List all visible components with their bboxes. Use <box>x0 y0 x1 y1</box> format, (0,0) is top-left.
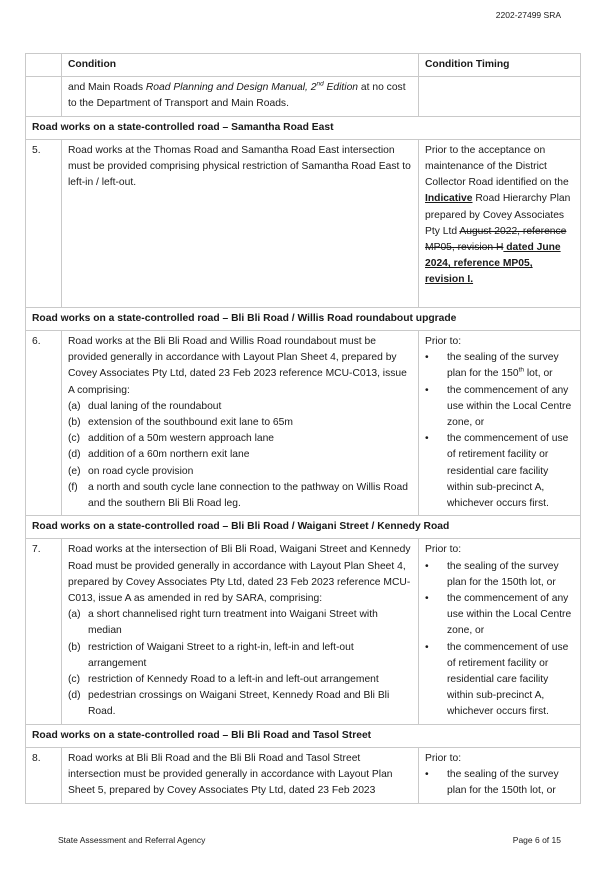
list-item: (d) pedestrian crossings on Waigani Street, Kennedy Road and Bli Bli Road. <box>68 690 390 718</box>
table-row-condition-5 <box>26 139 581 307</box>
table-row-continuation <box>26 77 581 116</box>
list-item: (c) addition of a 50m western approach lane <box>68 433 275 445</box>
list-item: (d) addition of a 60m northern exit lane <box>68 449 250 461</box>
footer-agency: State Assessment and Referral Agency <box>58 835 206 845</box>
condition-item-list <box>68 399 412 512</box>
condition-text: Road works at Bli Bli Road and the Bli Bli Road and Tasol Street intersection must be provided generally in accordance with Layout Plan Sheet 5, prepared by Covey Associates Pty Ltd, dated 23 Feb 2023 <box>62 747 419 803</box>
timing-intro: Prior to: <box>425 752 462 764</box>
timing-list <box>425 350 574 512</box>
section-header-willis-road: Road works on a state-controlled road – Bli Bli Road / Willis Road roundabout upgrade <box>26 307 581 330</box>
list-item: • the commencement of any use within the Local Centre zone, or <box>425 593 572 637</box>
table-row-condition-6 <box>26 331 581 516</box>
list-item: • the commencement of any use within the Local Centre zone, or <box>425 384 572 429</box>
header-condition: Condition <box>62 54 419 77</box>
condition-timing <box>419 331 581 516</box>
condition-text <box>62 331 419 516</box>
condition-intro: Road works at the Bli Bli Road and Willis Road roundabout must be provided generally in accordance with Layout Plan Sheet 4, prepared by Covey Associates Pty Ltd, dated 23 Feb 2023 reference MCU-C013, issue A comprising: <box>68 336 407 396</box>
list-item: • the commencement of use of retirement facility or residential care facility within sub-precinct A, whichever occurs first. <box>425 641 569 718</box>
timing-list <box>425 767 574 799</box>
list-item: • the commencement of use of retirement facility or residential care facility within sub-precinct A, whichever occurs first. <box>425 433 569 510</box>
continuation-condition-text: and Main Roads Road Planning and Design Manual, 2nd Edition at no cost to the Department of Transport and Main Roads. <box>62 77 419 116</box>
list-item: (a) dual laning of the roundabout <box>68 400 222 412</box>
footer-page-number: Page 6 of 15 <box>512 835 561 845</box>
condition-timing <box>419 539 581 724</box>
list-item: • the sealing of the survey plan for the 150th lot, or <box>425 352 559 380</box>
continuation-number-cell <box>26 77 62 116</box>
condition-timing <box>419 747 581 803</box>
section-header-waigani-street: Road works on a state-controlled road – Bli Bli Road / Waigani Street / Kennedy Road <box>26 516 581 539</box>
section-header-samantha-road: Road works on a state-controlled road – Samantha Road East <box>26 116 581 139</box>
list-item: (b) restriction of Waigani Street to a right-in, left-in and left-out arrangement <box>68 641 354 669</box>
list-item: (c) restriction of Kennedy Road to a left-in and left-out arrangement <box>68 674 379 686</box>
continuation-timing <box>419 77 581 116</box>
condition-text: Road works at the Thomas Road and Samantha Road East intersection must be provided comprising physical restriction of Samantha Road East to left-in / left-out. <box>62 139 419 307</box>
list-item: • the sealing of the survey plan for the 150th lot, or <box>425 560 559 588</box>
timing-intro: Prior to: <box>425 544 462 556</box>
header-condition-timing: Condition Timing <box>419 54 581 77</box>
condition-number: 8. <box>26 747 62 803</box>
condition-number: 5. <box>26 139 62 307</box>
section-header-tasol-street: Road works on a state-controlled road – Bli Bli Road and Tasol Street <box>26 724 581 747</box>
condition-number: 7. <box>26 539 62 724</box>
condition-text <box>62 539 419 724</box>
document-reference: 2202-27499 SRA <box>495 10 561 20</box>
timing-intro: Prior to: <box>425 336 462 348</box>
timing-list <box>425 559 574 721</box>
conditions-table <box>25 53 581 804</box>
condition-item-list <box>68 607 412 720</box>
table-row-condition-8 <box>26 747 581 803</box>
condition-timing: Prior to the acceptance on maintenance of the District Collector Road identified on the Indicative Road Hierarchy Plan prepared by Covey Associates Pty Ltd August 2022, reference MP05, revision H dated June 2024, reference MP05, revision I. <box>419 139 581 307</box>
list-item: (e) on road cycle provision <box>68 465 194 477</box>
condition-intro: Road works at the intersection of Bli Bli Road, Waigani Street and Kennedy Road must be provided generally in accordance with Layout Plan Sheet 4, prepared by Covey Associates Pty Ltd, dated 23 Feb 2023 reference MCU-C013, issue A as amended in red by SARA, comprising: <box>68 544 411 605</box>
list-item: (b) extension of the southbound exit lane to 65m <box>68 417 293 429</box>
header-number-cell <box>26 54 62 77</box>
table-row-condition-7 <box>26 539 581 724</box>
list-item: • the sealing of the survey plan for the 150th lot, or <box>425 769 559 797</box>
condition-number: 6. <box>26 331 62 516</box>
list-item: (a) a short channelised right turn treatment into Waigani Street with median <box>68 609 378 637</box>
table-header-row <box>26 54 581 77</box>
list-item: (f) a north and south cycle lane connection to the pathway on Willis Road and the southern Bli Bli Road leg. <box>68 481 408 510</box>
